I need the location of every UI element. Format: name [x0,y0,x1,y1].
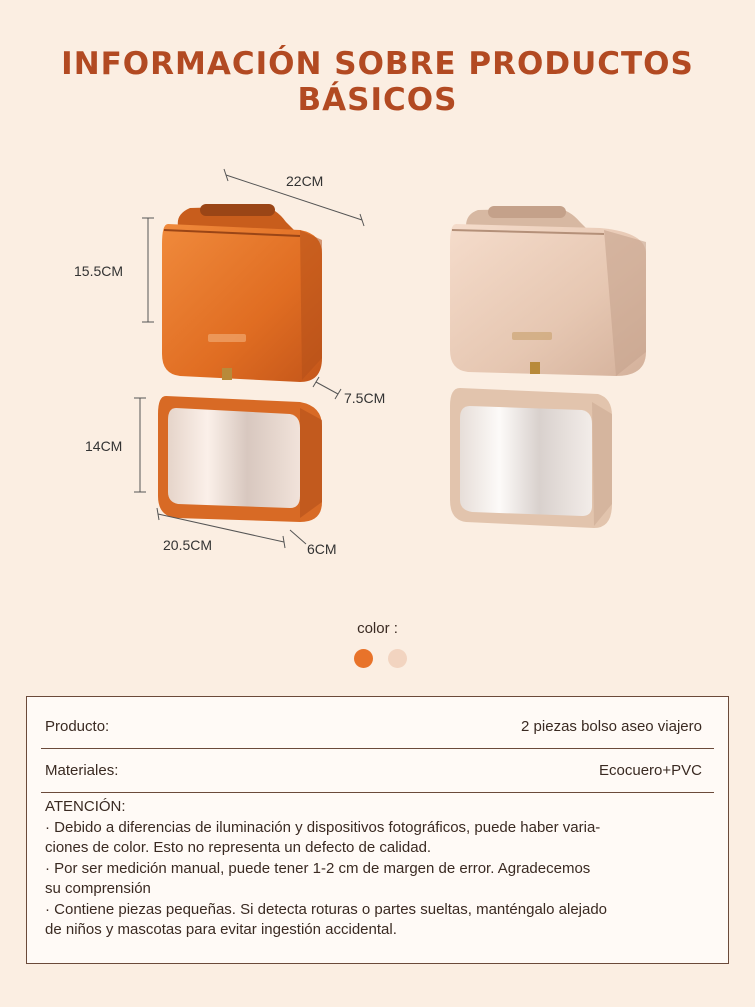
note-line: ciones de color. Esto no representa un defecto de calidad. [45,839,432,856]
product-illustration [0,150,755,580]
product-info-box [26,696,729,964]
note-line: su comprensión [45,880,151,897]
product-value: 2 piezas bolso aseo viajero [521,718,702,735]
dim-depth-small: 6CM [307,541,337,557]
note-line: · Por ser medición manual, puede tener 1-2 cm de margen de error. Agradecemos [45,859,591,877]
swatch-orange[interactable] [354,649,373,668]
dim-depth-large: 7.5CM [344,390,386,406]
note-line: · Contiene piezas pequeñas. Si detecta roturas o partes sueltas, manténgalo alejado [45,900,608,918]
beige-large-bag [450,206,646,376]
materials-value: Ecocuero+PVC [599,762,702,779]
product-row [41,705,714,749]
swatch-beige[interactable] [388,649,407,668]
attention-title: ATENCIÓN: [45,798,126,815]
orange-small-bag [158,396,322,522]
beige-small-bag [450,388,612,528]
orange-large-bag [162,204,322,382]
color-swatches [354,649,407,668]
note-line: · Debido a diferencias de iluminación y dispositivos fotográficos, puede haber varia- [45,818,601,836]
dim-height-small: 14CM [85,438,123,454]
materials-label: Materiales: [45,762,119,779]
materials-row [41,749,714,793]
page-title: INFORMACIÓN SOBRE PRODUCTOS BÁSICOS [61,46,694,118]
color-label: color : [357,620,398,637]
product-label: Producto: [45,718,110,735]
dim-width-small: 20.5CM [163,537,213,553]
note-line: de niños y mascotas para evitar ingestión accidental. [45,921,397,938]
attention-notes [45,797,714,941]
dim-height-large: 15.5CM [74,263,124,279]
dim-width-large: 22CM [286,173,324,189]
